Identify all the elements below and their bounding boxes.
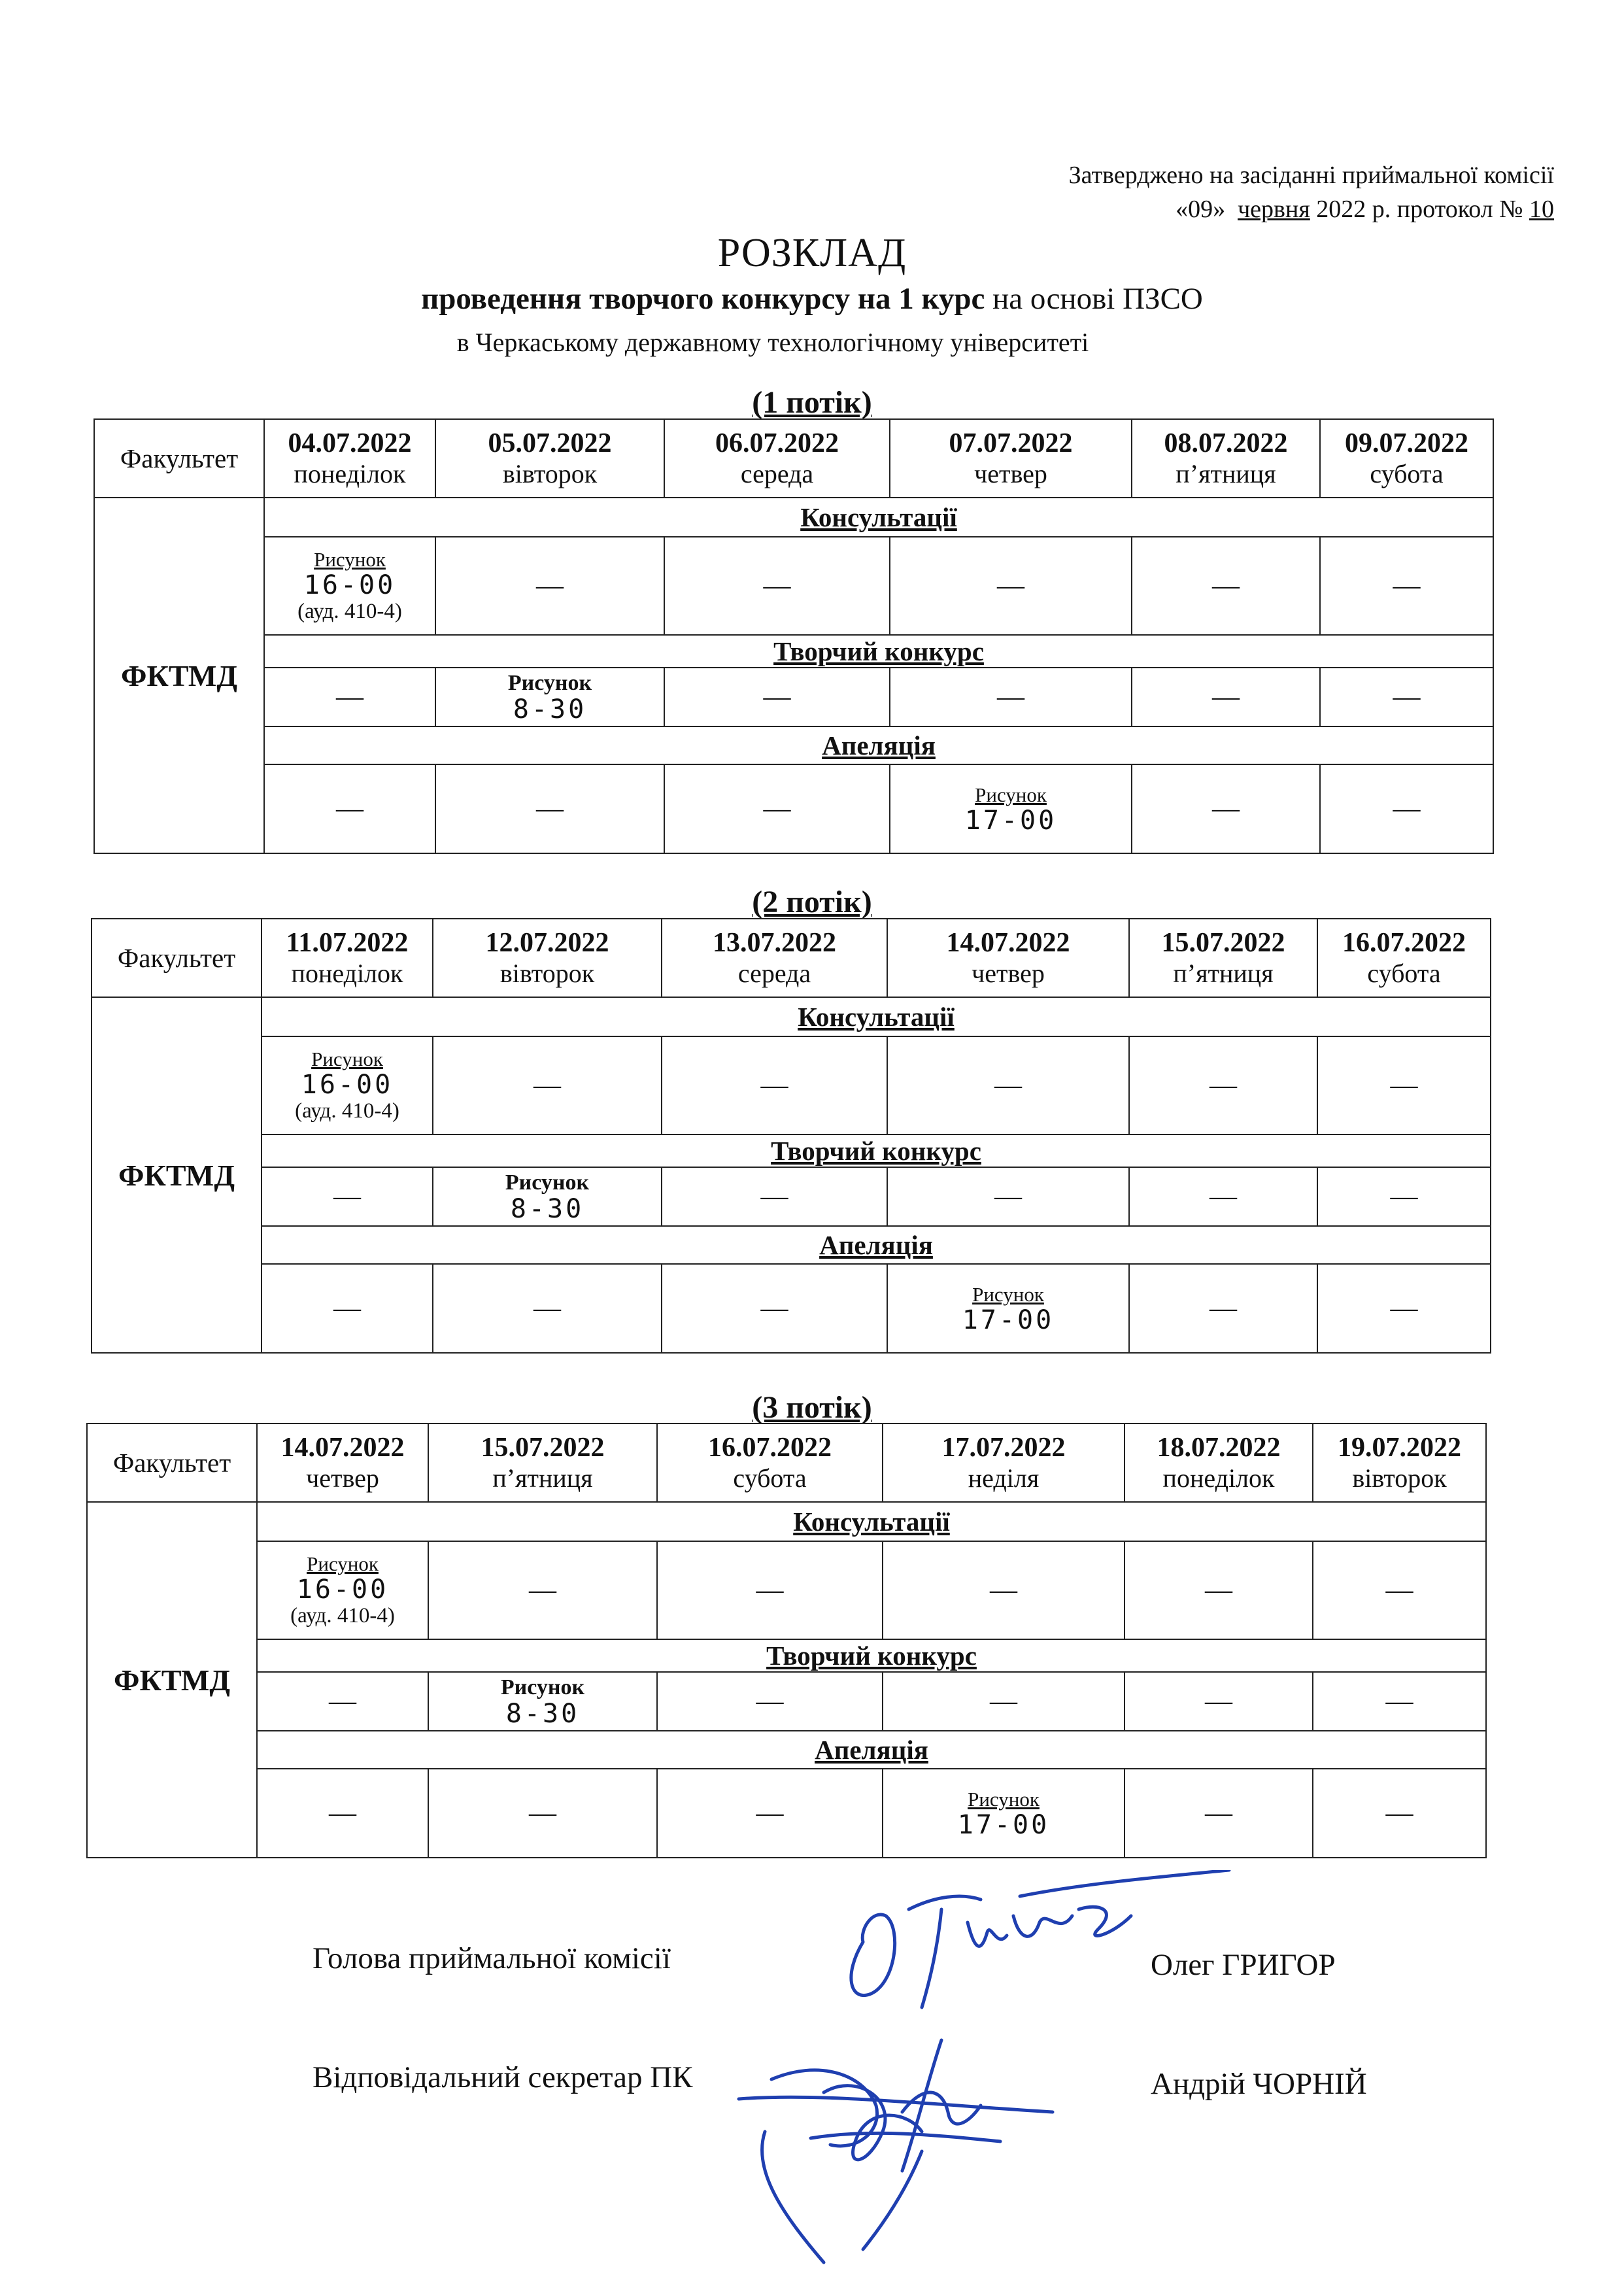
schedule-cell: [1317, 1264, 1491, 1353]
empty-dash: —: [536, 571, 564, 601]
appeal-section-label: Апеляція: [819, 1230, 933, 1260]
schedule-cell: [887, 1167, 1129, 1226]
day-header-cell: [435, 419, 664, 498]
schedule-cell: [890, 537, 1132, 635]
schedule-cell: [664, 537, 890, 635]
schedule-cell: [257, 1541, 428, 1639]
day-header-cell: [428, 1423, 657, 1502]
empty-dash: —: [763, 794, 791, 824]
day-weekday: середа: [740, 459, 814, 488]
day-weekday: п’ятниця: [1176, 459, 1276, 488]
empty-dash: —: [1210, 1293, 1237, 1323]
session-time: 17-00: [957, 1810, 1050, 1840]
schedule-cell: [433, 1167, 662, 1226]
empty-dash: —: [763, 571, 791, 601]
day-date: 05.07.2022: [488, 428, 612, 458]
subject-name: Рисунок: [505, 1170, 590, 1195]
day-header-cell: [1320, 419, 1493, 498]
schedule-cell: [262, 1167, 433, 1226]
appeal-section-label: Апеляція: [815, 1735, 928, 1765]
empty-dash: —: [1390, 1070, 1418, 1100]
schedule-cell: [435, 668, 664, 726]
consultations-section-label: Консультації: [798, 1002, 955, 1032]
day-weekday: четвер: [306, 1463, 379, 1493]
empty-dash: —: [1210, 1070, 1237, 1100]
schedule-cell: [264, 764, 435, 853]
schedule-table-1: [93, 418, 1494, 854]
contest-section-label: Творчий конкурс: [773, 636, 984, 666]
empty-dash: —: [1393, 571, 1421, 601]
subject-name: Рисунок: [975, 783, 1047, 806]
day-header-cell: [662, 919, 887, 997]
empty-dash: —: [1205, 1798, 1232, 1828]
schedule-cell: [1320, 537, 1493, 635]
contest-section-row: [87, 1639, 1486, 1672]
empty-dash: —: [329, 1686, 356, 1716]
institution-line: в Черкаському державному технологічному університеті: [456, 328, 1089, 357]
empty-dash: —: [1385, 1575, 1413, 1605]
subject-name: Рисунок: [972, 1283, 1044, 1306]
schedule-cell: [657, 1672, 883, 1731]
signature-role-2: Відповідальний секретар ПК: [313, 2060, 693, 2094]
faculty-name: ФКТМД: [120, 658, 237, 692]
day-header-cell: [890, 419, 1132, 498]
contest-row: [92, 1167, 1491, 1226]
signature-role-1: Голова приймальної комісії: [313, 1941, 671, 1975]
empty-dash: —: [1205, 1575, 1232, 1605]
empty-dash: —: [1212, 794, 1240, 824]
handwritten-signature-chairman: [824, 1870, 1255, 2014]
handwritten-signature-secretary: [726, 2001, 1066, 2282]
schedule-cell: [1132, 668, 1320, 726]
schedule-cell: [1320, 668, 1493, 726]
day-date: 04.07.2022: [288, 428, 412, 458]
faculty-cell: [92, 997, 262, 1353]
day-date: 08.07.2022: [1164, 428, 1288, 458]
appeal-section-row: [87, 1731, 1486, 1769]
faculty-header-label: Факультет: [120, 443, 239, 473]
schedule-cell: [1129, 1036, 1317, 1134]
day-header-cell: [1317, 919, 1491, 997]
schedule-cell: [1313, 1769, 1486, 1858]
schedule-cell: [887, 1264, 1129, 1353]
day-header-cell: [1125, 1423, 1313, 1502]
day-header-cell: [887, 919, 1129, 997]
schedule-cell: [657, 1541, 883, 1639]
appeal-row: [92, 1264, 1491, 1353]
contest-section-label: Творчий конкурс: [771, 1136, 981, 1166]
schedule-cell: [1129, 1264, 1317, 1353]
consultations-section-row: [87, 1502, 1486, 1541]
approval-month: червня: [1238, 196, 1310, 223]
document-title: РОЗКЛАД: [717, 231, 907, 275]
schedule-cell: [1125, 1541, 1313, 1639]
stream-title-2: (2 потік): [752, 885, 872, 919]
faculty-header-label: Факультет: [117, 943, 236, 973]
empty-dash: —: [756, 1798, 784, 1828]
day-header-cell: [264, 419, 435, 498]
appeal-section-header: [264, 726, 1493, 764]
day-date: 19.07.2022: [1338, 1433, 1461, 1463]
empty-dash: —: [529, 1798, 556, 1828]
schedule-cell: [435, 537, 664, 635]
faculty-header-label: Факультет: [112, 1448, 231, 1478]
session-time: 8-30: [505, 1699, 580, 1729]
faculty-header-cell: [87, 1423, 257, 1502]
empty-dash: —: [997, 571, 1024, 601]
schedule-cell: [257, 1672, 428, 1731]
day-header-cell: [257, 1423, 428, 1502]
schedule-cell: [883, 1672, 1125, 1731]
empty-dash: —: [1390, 1182, 1418, 1212]
day-weekday: субота: [1370, 459, 1444, 488]
day-date: 13.07.2022: [713, 928, 836, 958]
appeal-row: [87, 1769, 1486, 1858]
consultations-section-header: [264, 498, 1493, 537]
day-weekday: понеділок: [294, 459, 406, 488]
schedule-cell: [428, 1541, 657, 1639]
session-time: 17-00: [964, 806, 1057, 836]
schedule-cell: [1320, 764, 1493, 853]
session-time: 16-00: [301, 1070, 394, 1100]
day-date: 07.07.2022: [949, 428, 1073, 458]
schedule-cell: [262, 1036, 433, 1134]
day-weekday: середа: [737, 959, 811, 988]
day-header-cell: [433, 919, 662, 997]
day-date: 14.07.2022: [280, 1433, 405, 1463]
schedule-cell: [1132, 537, 1320, 635]
approval-year: 2022 р. протокол №: [1316, 196, 1523, 223]
session-time: 8-30: [513, 694, 587, 724]
empty-dash: —: [336, 794, 364, 824]
schedule-cell: [262, 1264, 433, 1353]
schedule-cell: [1129, 1167, 1317, 1226]
day-date: 16.07.2022: [708, 1433, 832, 1463]
empty-dash: —: [760, 1182, 788, 1212]
empty-dash: —: [990, 1575, 1017, 1605]
subtitle-rest: на основі ПЗСО: [985, 282, 1203, 316]
consultations-section-header: [257, 1502, 1486, 1541]
document-subtitle: [0, 281, 1624, 316]
day-header-cell: [1129, 919, 1317, 997]
schedule-cell: [662, 1036, 887, 1134]
schedule-cell: [433, 1036, 662, 1134]
contest-section-row: [94, 635, 1493, 668]
empty-dash: —: [760, 1293, 788, 1323]
empty-dash: —: [533, 1293, 561, 1323]
appeal-section-row: [92, 1226, 1491, 1264]
day-date: 18.07.2022: [1157, 1433, 1281, 1463]
faculty-header-cell: [92, 919, 262, 997]
appeal-section-header: [262, 1226, 1491, 1264]
schedule-cell: [264, 537, 435, 635]
empty-dash: —: [529, 1575, 556, 1605]
schedule-cell: [662, 1264, 887, 1353]
schedule-cell: [1125, 1672, 1313, 1731]
schedule-cell: [1125, 1769, 1313, 1858]
consultations-row: [94, 537, 1493, 635]
schedule-cell: [664, 668, 890, 726]
day-header-cell: [883, 1423, 1125, 1502]
session-time: 8-30: [510, 1194, 584, 1224]
subtitle-bold: проведення творчого конкурсу на 1 курс: [421, 282, 985, 316]
signature-name-1: Олег ГРИГОР: [1151, 1948, 1336, 1982]
stream-title-1: (1 потік): [752, 385, 872, 420]
day-date: 15.07.2022: [481, 1433, 605, 1463]
schedule-cell: [883, 1769, 1125, 1858]
faculty-name: ФКТМД: [113, 1663, 230, 1697]
empty-dash: —: [994, 1182, 1022, 1212]
schedule-cell: [657, 1769, 883, 1858]
day-date: 12.07.2022: [485, 928, 609, 958]
room-number: (ауд. 410-4): [290, 1604, 395, 1628]
empty-dash: —: [1205, 1686, 1232, 1716]
consultations-section-row: [92, 997, 1491, 1036]
room-number: (ауд. 410-4): [295, 1099, 399, 1123]
consultations-row: [87, 1541, 1486, 1639]
consultations-section-row: [94, 498, 1493, 537]
schedule-table-3: [86, 1423, 1487, 1858]
empty-dash: —: [536, 794, 564, 824]
stream-title-3: (3 потік): [752, 1390, 872, 1425]
approval-line2: [1069, 192, 1554, 226]
contest-section-header: [264, 635, 1493, 668]
session-time: 16-00: [303, 570, 396, 600]
approval-note: [1069, 158, 1554, 226]
faculty-name: ФКТМД: [118, 1158, 235, 1192]
day-date: 11.07.2022: [286, 928, 409, 958]
signature-name-2: Андрій ЧОРНІЙ: [1151, 2067, 1367, 2101]
empty-dash: —: [1385, 1686, 1413, 1716]
schedule-cell: [1317, 1036, 1491, 1134]
day-header-cell: [664, 419, 890, 498]
subject-name: Рисунок: [507, 671, 592, 695]
day-header-cell: [1132, 419, 1320, 498]
schedule-cell: [1132, 764, 1320, 853]
contest-section-header: [262, 1134, 1491, 1167]
faculty-cell: [94, 498, 264, 853]
day-header-cell: [262, 919, 433, 997]
empty-dash: —: [533, 1070, 561, 1100]
schedule-cell: [435, 764, 664, 853]
session-time: 17-00: [962, 1305, 1055, 1335]
day-weekday: п’ятниця: [492, 1463, 593, 1493]
contest-row: [94, 668, 1493, 726]
consultations-row: [92, 1036, 1491, 1134]
schedule-table-2: [91, 918, 1491, 1354]
empty-dash: —: [1212, 571, 1240, 601]
empty-dash: —: [1393, 794, 1421, 824]
faculty-cell: [87, 1502, 257, 1858]
subject-name: Рисунок: [307, 1552, 379, 1575]
empty-dash: —: [756, 1575, 784, 1605]
schedule-cell: [257, 1769, 428, 1858]
day-weekday: вівторок: [1352, 1463, 1447, 1493]
empty-dash: —: [333, 1293, 361, 1323]
schedule-cell: [662, 1167, 887, 1226]
day-date: 15.07.2022: [1161, 928, 1285, 958]
day-weekday: вівторок: [499, 959, 595, 988]
approval-protocol-number: 10: [1529, 196, 1554, 223]
empty-dash: —: [1210, 1182, 1237, 1212]
consultations-section-header: [262, 997, 1491, 1036]
schedule-cell: [890, 764, 1132, 853]
schedule-cell: [428, 1672, 657, 1731]
approval-date: «09»: [1176, 196, 1226, 223]
header-row: [92, 919, 1491, 997]
contest-row: [87, 1672, 1486, 1731]
day-weekday: понеділок: [1162, 1463, 1275, 1493]
day-date: 17.07.2022: [941, 1433, 1066, 1463]
schedule-cell: [890, 668, 1132, 726]
schedule-cell: [1313, 1541, 1486, 1639]
empty-dash: —: [333, 1182, 361, 1212]
empty-dash: —: [763, 682, 791, 712]
contest-section-header: [257, 1639, 1486, 1672]
empty-dash: —: [756, 1686, 784, 1716]
day-weekday: субота: [733, 1463, 807, 1493]
appeal-section-row: [94, 726, 1493, 764]
day-date: 16.07.2022: [1342, 928, 1466, 958]
schedule-cell: [1313, 1672, 1486, 1731]
day-date: 09.07.2022: [1345, 428, 1468, 458]
subject-name: Рисунок: [500, 1675, 585, 1699]
empty-dash: —: [1385, 1798, 1413, 1828]
day-weekday: четвер: [972, 959, 1045, 988]
schedule-cell: [1317, 1167, 1491, 1226]
subject-name: Рисунок: [314, 548, 386, 571]
schedule-cell: [887, 1036, 1129, 1134]
empty-dash: —: [997, 682, 1024, 712]
subject-name: Рисунок: [968, 1788, 1040, 1811]
empty-dash: —: [1212, 682, 1240, 712]
day-date: 14.07.2022: [946, 928, 1070, 958]
header-row: [87, 1423, 1486, 1502]
contest-section-label: Творчий конкурс: [766, 1641, 977, 1671]
room-number: (ауд. 410-4): [297, 600, 402, 623]
schedule-cell: [883, 1541, 1125, 1639]
contest-section-row: [92, 1134, 1491, 1167]
session-time: 16-00: [296, 1575, 389, 1605]
empty-dash: —: [760, 1070, 788, 1100]
empty-dash: —: [1393, 682, 1421, 712]
schedule-cell: [433, 1264, 662, 1353]
faculty-header-cell: [94, 419, 264, 498]
empty-dash: —: [994, 1070, 1022, 1100]
appeal-section-header: [257, 1731, 1486, 1769]
appeal-row: [94, 764, 1493, 853]
day-weekday: вівторок: [502, 459, 598, 488]
schedule-cell: [664, 764, 890, 853]
day-weekday: неділя: [968, 1463, 1040, 1493]
day-date: 06.07.2022: [715, 428, 839, 458]
subject-name: Рисунок: [311, 1048, 383, 1070]
day-weekday: понеділок: [291, 959, 403, 988]
day-weekday: четвер: [974, 459, 1047, 488]
appeal-section-label: Апеляція: [822, 730, 936, 760]
day-header-cell: [1313, 1423, 1486, 1502]
header-row: [94, 419, 1493, 498]
consultations-section-label: Консультації: [793, 1507, 950, 1537]
day-header-cell: [657, 1423, 883, 1502]
day-weekday: субота: [1367, 959, 1441, 988]
schedule-cell: [428, 1769, 657, 1858]
schedule-cell: [264, 668, 435, 726]
empty-dash: —: [990, 1686, 1017, 1716]
empty-dash: —: [336, 682, 364, 712]
day-weekday: п’ятниця: [1173, 959, 1274, 988]
empty-dash: —: [329, 1798, 356, 1828]
empty-dash: —: [1390, 1293, 1418, 1323]
approval-line1: Затверджено на засіданні приймальної комісії: [1068, 162, 1554, 189]
consultations-section-label: Консультації: [800, 502, 957, 532]
